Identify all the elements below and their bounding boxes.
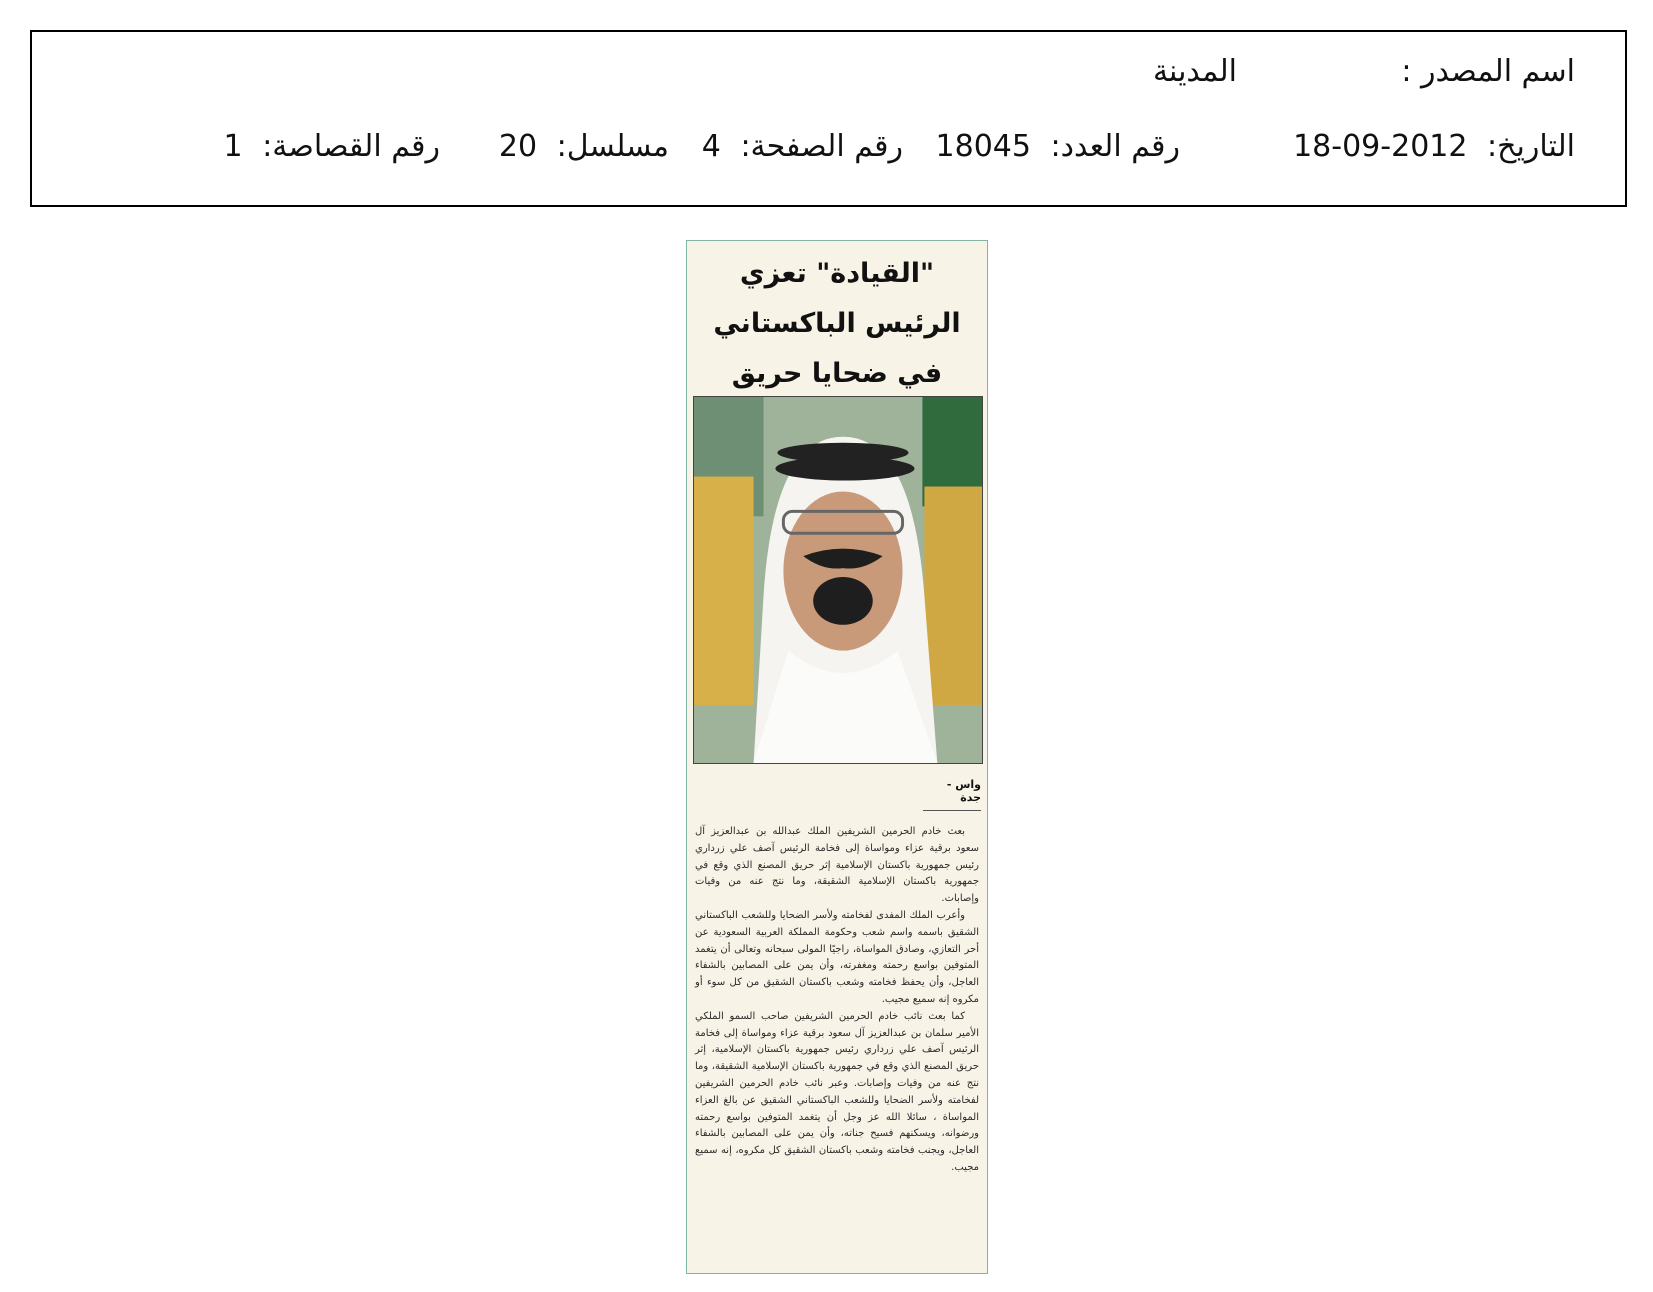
issue-label: رقم العدد: [1050, 129, 1180, 164]
clip-label: رقم القصاصة: [262, 129, 440, 164]
issue-value: 18045 [935, 129, 1031, 164]
date-value: 2012-09-18 [1293, 129, 1468, 164]
article-paragraph: كما بعث نائب خادم الحرمين الشريفين صاحب السمو الملكي الأمير سلمان بن عبدالعزيز آل سعود برقية عزاء ومواساة إلى فخامة الرئيس آصف علي زرداري رئيس جمهورية باكستان الإسلامية، إثر حريق المصنع الذي وقع في جمهورية باكستان الإسلامية الشقيقة، وما نتج عنه من وفيات وإصابات. وعبر نائب خادم الحرمين الشريفين لفخامته ولأسر الضحايا وللشعب الباكستاني الشقيق عن بالغ العزاء المواساة ، سائلا الله عز وجل أن يتغمد المتوفين بواسع رحمته ورضوانه، ويسكنهم فسيح جناته، وأن يمن على المصابين بالشفاء العاجل، ويجنب فخامته وشعب باكستان الشقيق كل مكروه، إنه سميع مجيب. [695, 1010, 979, 1173]
clip-value: 1 [223, 129, 243, 164]
article-photo [693, 396, 983, 764]
page-label: رقم الصفحة: [740, 129, 903, 164]
page-value: 4 [701, 129, 721, 164]
issue-field [936, 129, 1180, 164]
source-label: اسم المصدر : [1401, 54, 1575, 89]
portrait-image [694, 397, 982, 763]
clip-field [224, 129, 440, 164]
article-body [695, 824, 979, 1177]
serial-field [499, 129, 669, 164]
article-headline: "القيادة" تعزي الرئيس الباكستاني في ضحايا حريق [713, 258, 961, 389]
article-paragraph: وأعرب الملك المفدى لفخامته ولأسر الضحايا وللشعب الباكستاني الشقيق باسمه واسم شعب وحكومة المملكة العربية السعودية عن أحر التعازي، وصادق المواساة، راجيًا المولى سبحانه وتعالى أن يتغمد المتوفين بواسع رحمته ومغفرته، وأن يمن على المصابين بالشفاء العاجل، وأن يحفظ فخامته وشعب باكستان الشقيق من كل سوء أو مكروه إنه سميع مجيب. [695, 909, 979, 1005]
serial-label: مسلسل: [556, 129, 669, 164]
clipping-metadata-box [30, 30, 1627, 207]
date-field [1293, 129, 1575, 164]
page-field [702, 129, 903, 164]
article-byline: واس - جدة [923, 778, 981, 811]
source-value: المدينة [1152, 54, 1237, 89]
serial-value: 20 [498, 129, 538, 164]
date-label: التاريخ: [1487, 129, 1575, 164]
newspaper-clipping [686, 240, 988, 1274]
article-paragraph: بعث خادم الحرمين الشريفين الملك عبدالله بن عبدالعزيز آل سعود برقية عزاء ومواساة إلى فخامة الرئيس آصف علي زرداري رئيس جمهورية باكستان الإسلامية إثر حريق المصنع الذي وقع في جمهورية باكستان الإسلامية الشقيقة، وما نتج عنه من وفيات وإصابات. [695, 826, 979, 905]
